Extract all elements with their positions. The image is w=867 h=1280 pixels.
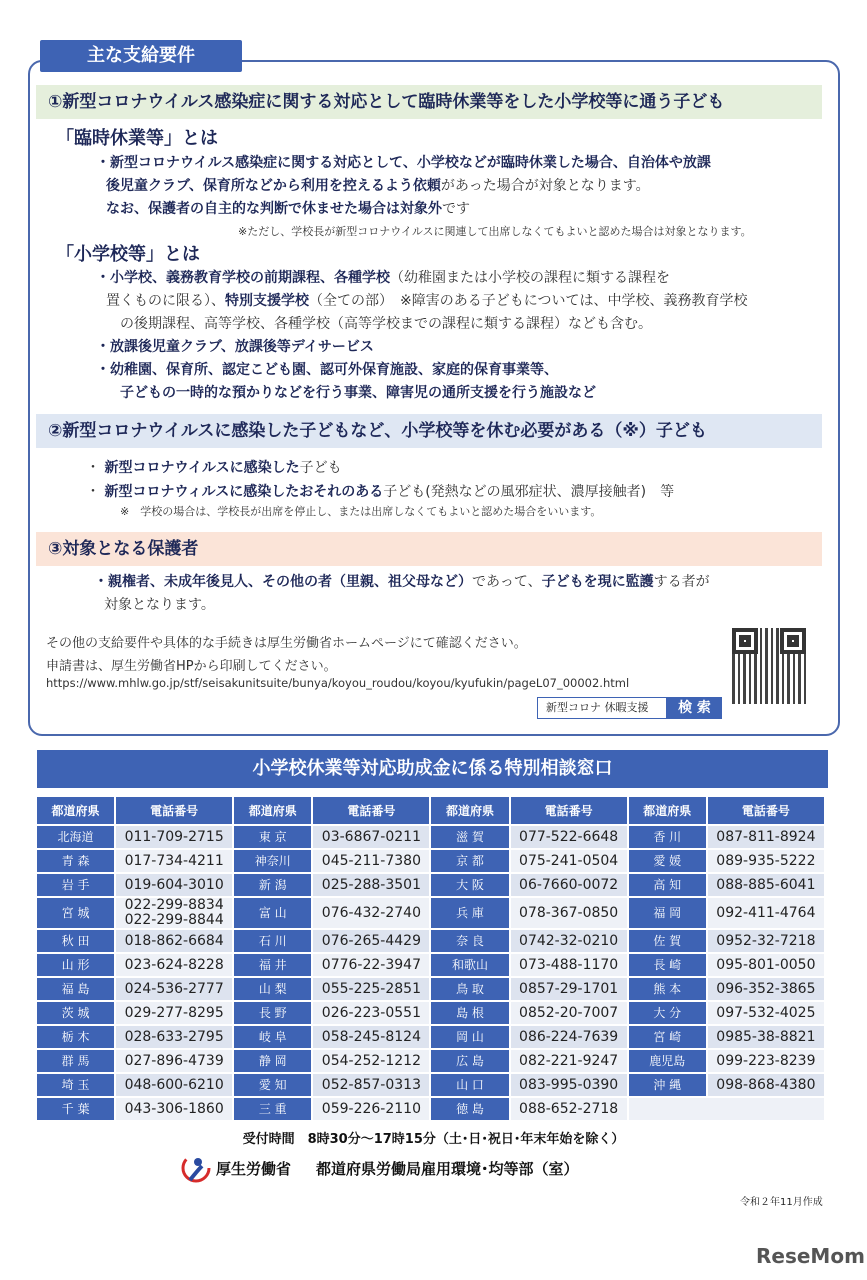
phone-cell: 0742-32-0210 bbox=[511, 930, 627, 952]
phone-cell: 097-532-4025 bbox=[708, 1002, 824, 1024]
text-line bbox=[96, 267, 747, 290]
text-segment: 後児童クラブ、保育所などから利用を控えるよう依頼 bbox=[106, 178, 441, 194]
phone-cell: 054-252-1212 bbox=[313, 1050, 429, 1072]
phone-cell: 055-225-2851 bbox=[313, 978, 429, 1000]
table-row bbox=[37, 1074, 824, 1096]
text-segment: 子ども(発熱などの風邪症状、濃厚接触者) 等 bbox=[383, 484, 675, 500]
phone-cell: 024-536-2777 bbox=[116, 978, 232, 1000]
text-segment: 置くものに限る）、 bbox=[106, 293, 225, 309]
header-prefecture: 都道府県 bbox=[37, 797, 114, 824]
phone-cell: 083-995-0390 bbox=[511, 1074, 627, 1096]
phone-cell: 027-896-4739 bbox=[116, 1050, 232, 1072]
table-header-row bbox=[37, 797, 824, 824]
prefecture-cell: 埼 玉 bbox=[37, 1074, 114, 1096]
text-line bbox=[96, 152, 711, 175]
section2-heading: ②新型コロナウイルスに感染した子どもなど、小学校等を休む必要がある（※）子ども bbox=[36, 414, 822, 448]
text-segment: （幼稚園または小学校の課程に類する課程を bbox=[390, 270, 670, 286]
phone-cell: 078-367-0850 bbox=[511, 898, 627, 928]
prefecture-cell: 大 阪 bbox=[431, 874, 508, 896]
ministry-name: 厚生労働省 bbox=[216, 1160, 292, 1178]
text-segment: 新型コロナウィルスに感染したおそれのある bbox=[104, 484, 384, 500]
prefecture-cell: 静 岡 bbox=[234, 1050, 311, 1072]
text-line bbox=[96, 290, 747, 313]
prefecture-cell: 広 島 bbox=[431, 1050, 508, 1072]
table-row bbox=[37, 1026, 824, 1048]
phone-cell: 089-935-5222 bbox=[708, 850, 824, 872]
table-row bbox=[37, 826, 824, 848]
phone-cell: 073-488-1170 bbox=[511, 954, 627, 976]
text-line bbox=[94, 571, 710, 594]
section1-heading: ①新型コロナウイルス感染症に関する対応として臨時休業等をした小学校等に通う子ども bbox=[36, 85, 822, 119]
text-segment: ・ bbox=[86, 484, 105, 500]
phone-cell: 058-245-8124 bbox=[313, 1026, 429, 1048]
prefecture-cell: 奈 良 bbox=[431, 930, 508, 952]
text-segment: ※障害のある子どもについては、中学校、義務教育学校 bbox=[400, 293, 748, 309]
text-segment: ・親権者、未成年後見人、その他の者（里親、祖父母など） bbox=[94, 574, 472, 590]
prefecture-cell: 滋 賀 bbox=[431, 826, 508, 848]
phone-cell: 043-306-1860 bbox=[116, 1098, 232, 1120]
table-row bbox=[37, 874, 824, 896]
table-row bbox=[37, 978, 824, 1000]
phone-cell: 088-652-2718 bbox=[511, 1098, 627, 1120]
phone-cell: 029-277-8295 bbox=[116, 1002, 232, 1024]
section1-sub2-heading: 「小学校等」とは bbox=[56, 244, 200, 265]
prefecture-cell: 佐 賀 bbox=[629, 930, 706, 952]
prefecture-cell: 富 山 bbox=[234, 898, 311, 928]
prefecture-cell: 岡 山 bbox=[431, 1026, 508, 1048]
phone-cell: 0857-29-1701 bbox=[511, 978, 627, 1000]
text-line bbox=[96, 313, 747, 336]
phone-cell: 0952-32-7218 bbox=[708, 930, 824, 952]
prefecture-cell: 茨 城 bbox=[37, 1002, 114, 1024]
prefecture-cell: 熊 本 bbox=[629, 978, 706, 1000]
prefecture-cell: 山 口 bbox=[431, 1074, 508, 1096]
prefecture-cell: 高 知 bbox=[629, 874, 706, 896]
phone-cell: 028-633-2795 bbox=[116, 1026, 232, 1048]
phone-cell: 018-862-6684 bbox=[116, 930, 232, 952]
prefecture-cell: 青 森 bbox=[37, 850, 114, 872]
phone-cell: 052-857-0313 bbox=[313, 1074, 429, 1096]
prefecture-cell: 福 井 bbox=[234, 954, 311, 976]
contact-table bbox=[35, 795, 826, 1122]
prefecture-cell: 兵 庫 bbox=[431, 898, 508, 928]
phone-cell: 03-6867-0211 bbox=[313, 826, 429, 848]
table-row bbox=[37, 1098, 824, 1120]
section1-sub1-note: ※ただし、学校長が新型コロナウイルスに関連して出席しなくてもよいと認めた場合は対象となります。 bbox=[238, 225, 752, 238]
info-line1: その他の支給要件や具体的な手続きは厚生労働省ホームページにて確認ください。 bbox=[46, 636, 527, 651]
prefecture-cell: 栃 木 bbox=[37, 1026, 114, 1048]
created-date: 令和２年11月作成 bbox=[740, 1197, 823, 1208]
prefecture-cell: 香 川 bbox=[629, 826, 706, 848]
text-segment: ・小学校、義務教育学校の前期課程、各種学校 bbox=[96, 270, 390, 286]
text-segment: であって、 bbox=[472, 574, 542, 590]
header-phone: 電話番号 bbox=[511, 797, 627, 824]
phone-cell: 098-868-4380 bbox=[708, 1074, 824, 1096]
prefecture-cell: 山 形 bbox=[37, 954, 114, 976]
prefecture-cell: 宮 崎 bbox=[629, 1026, 706, 1048]
text-segment: 新型コロナウイルスに感染した bbox=[104, 460, 300, 476]
prefecture-cell: 愛 媛 bbox=[629, 850, 706, 872]
phone-cell: 048-600-6210 bbox=[116, 1074, 232, 1096]
text-segment: 子ども bbox=[299, 460, 342, 476]
prefecture-cell: 島 根 bbox=[431, 1002, 508, 1024]
prefecture-cell: 新 潟 bbox=[234, 874, 311, 896]
phone-cell: 059-226-2110 bbox=[313, 1098, 429, 1120]
prefecture-cell: 群 馬 bbox=[37, 1050, 114, 1072]
text-segment: 子どもの一時的な預かりなどを行う事業、障害児の通所支援を行う施設など bbox=[120, 385, 596, 401]
reception-hours: 受付時間 8時30分～17時15分（土･日･祝日･年末年始を除く） bbox=[242, 1132, 625, 1147]
text-line bbox=[96, 175, 711, 198]
section1-sub1-heading: 「臨時休業等」とは bbox=[56, 128, 218, 149]
phone-cell: 076-265-4429 bbox=[313, 930, 429, 952]
phone-cell: 096-352-3865 bbox=[708, 978, 824, 1000]
prefecture-cell: 沖 縄 bbox=[629, 1074, 706, 1096]
prefecture-cell: 石 川 bbox=[234, 930, 311, 952]
text-line bbox=[96, 336, 747, 359]
header-phone: 電話番号 bbox=[708, 797, 824, 824]
table-row bbox=[37, 1050, 824, 1072]
section1-sub1-lines bbox=[96, 152, 711, 221]
section3-heading: ③対象となる保護者 bbox=[36, 532, 822, 566]
phone-cell: 0985-38-8821 bbox=[708, 1026, 824, 1048]
prefecture-cell: 岩 手 bbox=[37, 874, 114, 896]
prefecture-cell: 徳 島 bbox=[431, 1098, 508, 1120]
prefecture-cell: 福 島 bbox=[37, 978, 114, 1000]
prefecture-cell: 北海道 bbox=[37, 826, 114, 848]
prefecture-cell: 鳥 取 bbox=[431, 978, 508, 1000]
header-phone: 電話番号 bbox=[313, 797, 429, 824]
prefecture-cell: 三 重 bbox=[234, 1098, 311, 1120]
requirements-tab-label: 主な支給要件 bbox=[40, 40, 242, 72]
qr-code-icon[interactable] bbox=[732, 628, 806, 704]
header-prefecture: 都道府県 bbox=[234, 797, 311, 824]
text-segment: ・幼稚園、保育所、認定こども園、認可外保育施設、家庭的保育事業等、 bbox=[96, 362, 558, 378]
header-prefecture: 都道府県 bbox=[431, 797, 508, 824]
prefecture-cell: 京 都 bbox=[431, 850, 508, 872]
header-phone: 電話番号 bbox=[116, 797, 232, 824]
prefecture-cell: 千 葉 bbox=[37, 1098, 114, 1120]
text-segment: の後期課程、高等学校、各種学校（高等学校までの課程に類する課程）なども含む。 bbox=[120, 316, 652, 332]
phone-cell: 026-223-0551 bbox=[313, 1002, 429, 1024]
prefecture-cell: 山 梨 bbox=[234, 978, 311, 1000]
search-button[interactable]: 検 索 bbox=[667, 697, 722, 719]
search-input[interactable]: 新型コロナ 休暇支援 bbox=[537, 697, 667, 719]
phone-cell: 011-709-2715 bbox=[116, 826, 232, 848]
text-segment: 特別支援学校 bbox=[225, 293, 309, 309]
info-url-link[interactable]: https://www.mhlw.go.jp/stf/seisakunitsuite/bunya/koyou_roudou/koyou/kyufukin/pageL07_00002.html bbox=[46, 676, 630, 690]
phone-cell: 086-224-7639 bbox=[511, 1026, 627, 1048]
phone-cell: 092-411-4764 bbox=[708, 898, 824, 928]
phone-cell: 025-288-3501 bbox=[313, 874, 429, 896]
text-segment: です bbox=[442, 201, 470, 217]
phone-cell: 095-801-0050 bbox=[708, 954, 824, 976]
phone-cell: 023-624-8228 bbox=[116, 954, 232, 976]
section3-lines bbox=[94, 571, 710, 617]
department-name: 都道府県労働局雇用環境･均等部（室） bbox=[316, 1160, 579, 1178]
phone-cell: 075-241-0504 bbox=[511, 850, 627, 872]
prefecture-cell: 長 崎 bbox=[629, 954, 706, 976]
text-segment: ・放課後児童クラブ、放課後等デイサービス bbox=[96, 339, 374, 355]
phone-cell: 088-885-6041 bbox=[708, 874, 824, 896]
phone-cell: 045-211-7380 bbox=[313, 850, 429, 872]
table-row bbox=[37, 850, 824, 872]
text-segment: ・新型コロナウイルス感染症に関する対応として、小学校などが臨時休業した場合、自治体や放課 bbox=[96, 155, 711, 171]
text-line bbox=[86, 456, 674, 480]
phone-cell: 077-522-6648 bbox=[511, 826, 627, 848]
prefecture-cell: 岐 阜 bbox=[234, 1026, 311, 1048]
section2-lines bbox=[86, 456, 674, 504]
text-line bbox=[96, 198, 711, 221]
table-title: 小学校休業等対応助成金に係る特別相談窓口 bbox=[37, 750, 828, 788]
phone-cell: 076-432-2740 bbox=[313, 898, 429, 928]
text-segment: ・ bbox=[86, 460, 105, 476]
text-line bbox=[94, 594, 710, 617]
prefecture-cell: 大 分 bbox=[629, 1002, 706, 1024]
section1-sub2-lines bbox=[96, 267, 747, 405]
ministry-logo-icon bbox=[180, 1152, 212, 1184]
prefecture-cell: 長 野 bbox=[234, 1002, 311, 1024]
prefecture-cell: 愛 知 bbox=[234, 1074, 311, 1096]
text-segment: 子どもを現に監護 bbox=[541, 574, 654, 590]
text-segment: （全ての部） bbox=[309, 293, 400, 309]
phone-cell: 022-299-8834 022-299-8844 bbox=[116, 898, 232, 928]
table-row bbox=[37, 930, 824, 952]
text-segment: する者が bbox=[653, 574, 710, 590]
prefecture-cell: 鹿児島 bbox=[629, 1050, 706, 1072]
phone-cell: 082-221-9247 bbox=[511, 1050, 627, 1072]
prefecture-cell: 神奈川 bbox=[234, 850, 311, 872]
prefecture-cell: 秋 田 bbox=[37, 930, 114, 952]
phone-cell: 06-7660-0072 bbox=[511, 874, 627, 896]
phone-cell: 087-811-8924 bbox=[708, 826, 824, 848]
header-prefecture: 都道府県 bbox=[629, 797, 706, 824]
prefecture-cell: 福 岡 bbox=[629, 898, 706, 928]
empty-cell bbox=[629, 1098, 824, 1120]
watermark-logo: ReseMom bbox=[756, 1244, 865, 1268]
prefecture-cell: 東 京 bbox=[234, 826, 311, 848]
table-row bbox=[37, 954, 824, 976]
section2-note: ※ 学校の場合は、学校長が出席を停止し、または出席しなくてもよいと認めた場合をいいます。 bbox=[120, 505, 602, 518]
phone-cell: 017-734-4211 bbox=[116, 850, 232, 872]
text-line bbox=[86, 480, 674, 504]
text-line bbox=[96, 382, 747, 405]
phone-cell: 019-604-3010 bbox=[116, 874, 232, 896]
text-segment: 対象となります。 bbox=[104, 597, 215, 613]
phone-cell: 099-223-8239 bbox=[708, 1050, 824, 1072]
text-line bbox=[96, 359, 747, 382]
prefecture-cell: 和歌山 bbox=[431, 954, 508, 976]
text-segment: があった場合が対象となります。 bbox=[440, 178, 650, 194]
text-segment: なお、保護者の自主的な判断で休ませた場合は対象外 bbox=[106, 201, 442, 217]
phone-cell: 0776-22-3947 bbox=[313, 954, 429, 976]
phone-cell: 0852-20-7007 bbox=[511, 1002, 627, 1024]
prefecture-cell: 宮 城 bbox=[37, 898, 114, 928]
table-row bbox=[37, 1002, 824, 1024]
table-row bbox=[37, 898, 824, 928]
info-line2: 申請書は、厚生労働省HPから印刷してください。 bbox=[46, 659, 337, 674]
